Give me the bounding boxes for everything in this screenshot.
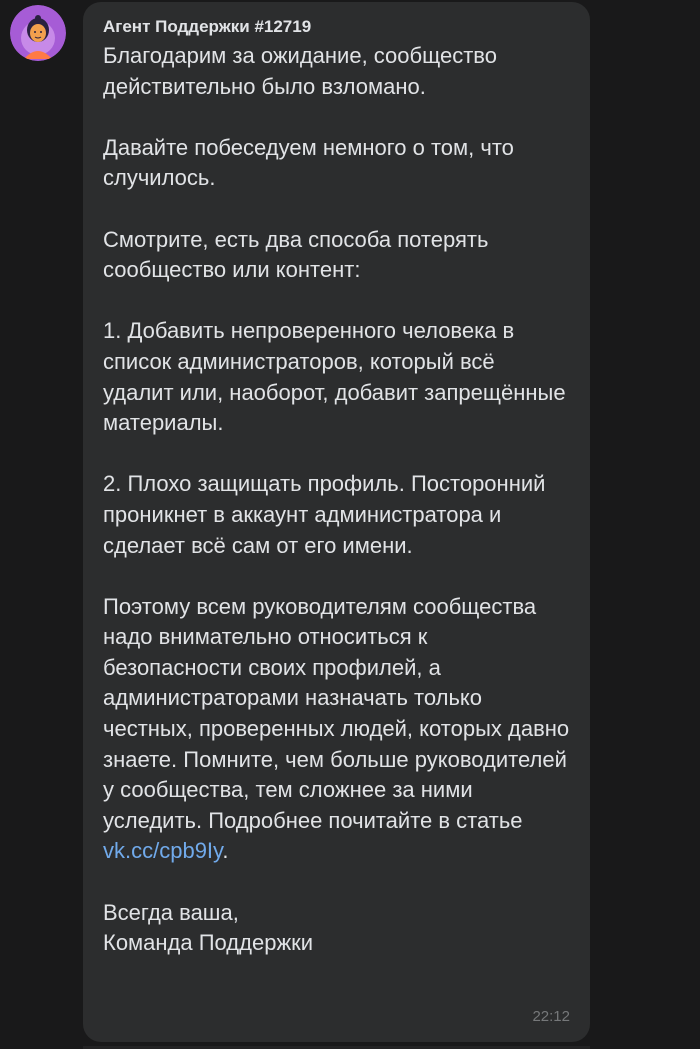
sender-name[interactable]: Агент Поддержки #12719 — [103, 17, 312, 36]
article-link[interactable]: vk.cc/cpb9Iy — [103, 838, 223, 864]
support-agent-avatar[interactable] — [10, 5, 66, 61]
paragraph-gap — [103, 439, 570, 470]
advice-end: . — [222, 838, 229, 864]
signature-line: Команда Поддержки — [103, 930, 314, 956]
message-paragraph: 1. Добавить непроверенного человека в список администраторов, который всё удалит или, наоборот, добавит запрещённые материалы. — [103, 318, 566, 436]
paragraph-gap — [103, 102, 570, 133]
message-bubble — [83, 2, 590, 1042]
advice-text: Поэтому всем руководителям сообщества надо внимательно относиться к безопасности своих профилей, а администраторами назначать только честных, проверенных людей, которых давно знаете. Помните, чем больше руководителей у сообщества, тем сложнее за ними уследить. Подробнее почитайте в статье — [103, 593, 570, 833]
paragraph-gap — [103, 561, 570, 592]
message-body — [103, 41, 570, 959]
message-paragraph: Смотрите, есть два способа потерять сообщество или контент: — [103, 226, 489, 283]
paragraph-gap — [103, 867, 570, 898]
advice-paragraph — [103, 592, 570, 867]
paragraph-gap — [103, 194, 570, 225]
message-paragraph: Благодарим за ожидание, сообщество действительно было взломано. — [103, 43, 497, 99]
message-paragraph: 2. Плохо защищать профиль. Посторонний проникнет в аккаунт администратора и сделает всё сам от его имени. — [103, 471, 546, 558]
message-timestamp: 22:12 — [532, 1008, 570, 1025]
avatar-illustration-icon — [10, 5, 66, 61]
signature-line: Всегда ваша, — [103, 899, 239, 925]
message-paragraph: Давайте побеседуем немного о том, что случилось. — [103, 134, 514, 191]
paragraph-gap — [103, 286, 570, 317]
